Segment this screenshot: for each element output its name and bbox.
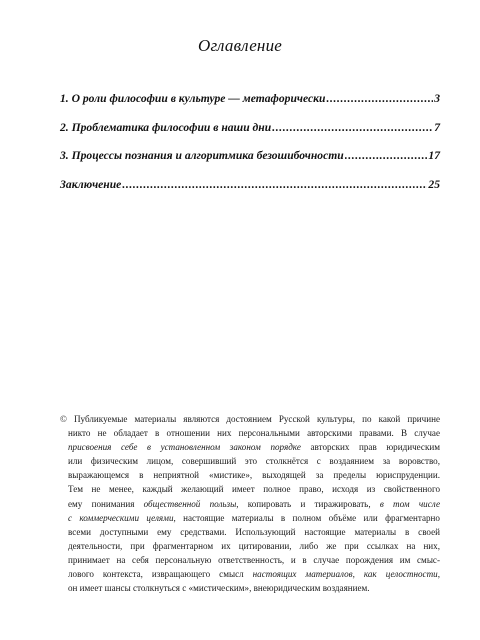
toc-dot-leader bbox=[272, 121, 433, 134]
notice-line bbox=[60, 581, 440, 595]
notice-emphasis: общественной пользы bbox=[143, 498, 237, 509]
notice-line bbox=[60, 412, 440, 426]
notice-text: он имеет шансы столкнуться с «мистическим», внеюридическим воздаянием. bbox=[68, 583, 370, 594]
notice-line bbox=[60, 567, 440, 581]
notice-text: Тем не менее, каждый желающий имеет полное право, исходя из свойственного bbox=[68, 484, 440, 495]
toc-entry[interactable] bbox=[60, 149, 440, 178]
notice-line bbox=[60, 482, 440, 496]
toc-entry-title: 3. Процессы познания и алгоритмика безошибочности bbox=[60, 149, 344, 163]
notice-line bbox=[60, 426, 440, 440]
notice-text: выражающемся в неприятной «мистике», выходящей за пределы юриспруденции. bbox=[68, 470, 440, 481]
notice-text: деятельности, при фрагментарном их цитировании, либо же при ссылках на них, bbox=[68, 540, 440, 551]
toc-entry-title: Заключение bbox=[60, 178, 122, 192]
notice-line bbox=[60, 511, 440, 525]
notice-text: , bbox=[437, 569, 440, 580]
toc-entry-page: 17 bbox=[428, 149, 440, 163]
toc-dot-leader bbox=[345, 149, 428, 162]
toc-entry[interactable] bbox=[60, 178, 440, 207]
notice-line bbox=[60, 468, 440, 482]
notice-text: ему понимания bbox=[68, 498, 144, 509]
toc-entry[interactable] bbox=[60, 121, 440, 150]
notice-emphasis: настоящих материалов, как целостности bbox=[252, 569, 438, 580]
notice-emphasis: в том числе bbox=[379, 498, 440, 509]
notice-text: авторских прав юридическим bbox=[300, 442, 440, 453]
notice-line bbox=[60, 497, 440, 511]
notice-text: , копировать и тиражировать, bbox=[236, 498, 380, 509]
toc-heading: Оглавление bbox=[197, 36, 283, 55]
toc-entry-title: 2. Проблематика философии в наши дни bbox=[60, 120, 272, 134]
toc-entry-title: 1. О роли философии в культуре — метафорически bbox=[60, 92, 326, 105]
notice-text: никто не обладает в отношении них персональными авторскими правами. В случае bbox=[68, 428, 440, 439]
notice-text: всеми доступными ему средствами. Использующий настоящие материалы в своей bbox=[68, 526, 440, 537]
notice-text: или физическим лицом, совершивший это столкнётся с воздаянием за воровство, bbox=[68, 456, 440, 467]
toc-entry-page: 25 bbox=[428, 178, 440, 192]
toc-entry-page: 3 bbox=[434, 92, 440, 105]
notice-text: лового контекста, извращающего смысл bbox=[68, 569, 253, 580]
notice-line bbox=[60, 553, 440, 567]
notice-line bbox=[60, 440, 440, 454]
toc-dot-leader bbox=[326, 92, 433, 105]
notice-text: , настоящие материалы в полном объёме или фрагментарно bbox=[173, 512, 440, 523]
notice-text: принимает на себя персональную ответственность, и в случае порождения им смыс- bbox=[68, 554, 440, 565]
table-of-contents bbox=[60, 92, 440, 207]
notice-line bbox=[60, 525, 440, 539]
notice-line bbox=[60, 539, 440, 553]
notice-emphasis: присвоения себе в установленном законом порядке bbox=[68, 442, 301, 453]
toc-dot-leader bbox=[122, 178, 427, 191]
notice-emphasis: с коммерческими целями bbox=[68, 512, 174, 523]
notice-text: © Публикуемые материалы являются достоянием Русской культуры, по какой причине bbox=[60, 414, 440, 424]
toc-entry[interactable] bbox=[60, 92, 440, 121]
notice-line bbox=[60, 454, 440, 468]
copyright-notice bbox=[60, 412, 440, 595]
toc-entry-page: 7 bbox=[434, 120, 440, 134]
